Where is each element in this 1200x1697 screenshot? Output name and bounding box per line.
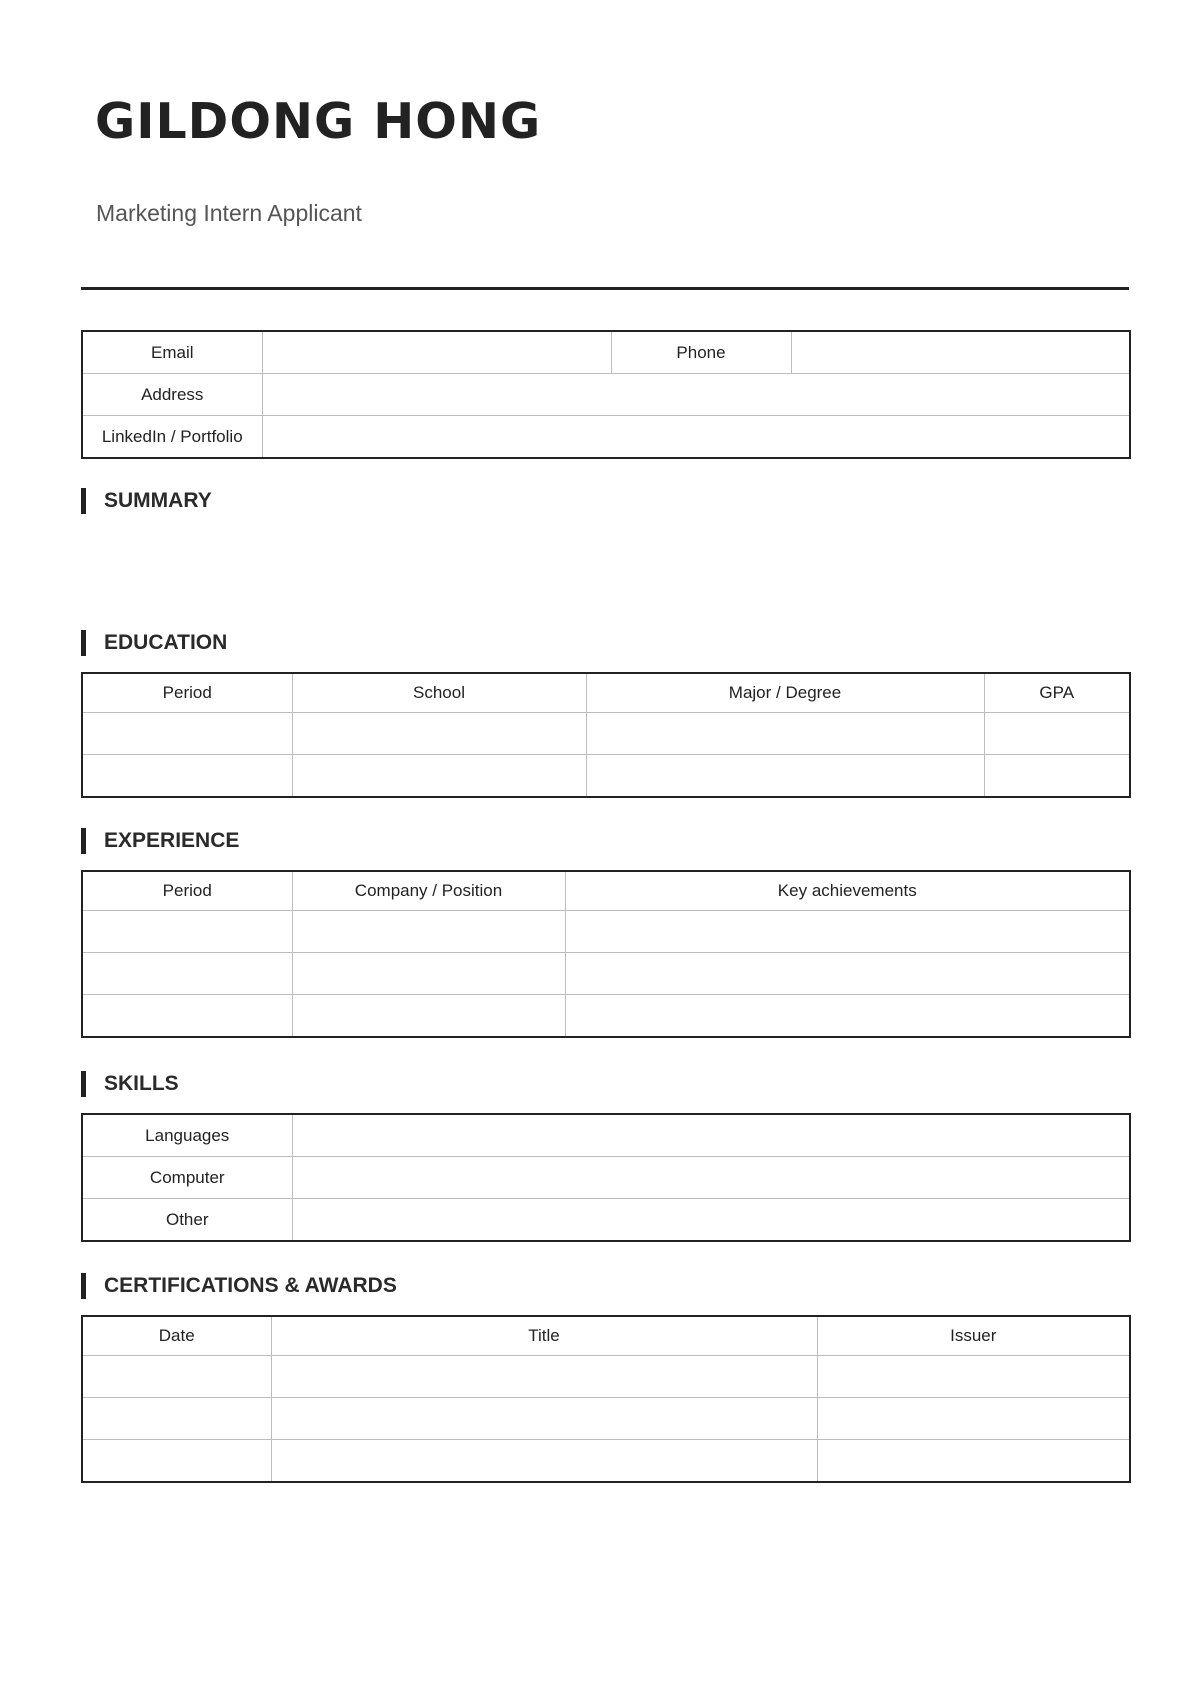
table-cell[interactable]	[82, 755, 292, 798]
address-field[interactable]	[262, 374, 1130, 416]
applicant-subtitle: Marketing Intern Applicant	[96, 200, 362, 226]
experience-table	[81, 870, 1131, 1038]
table-cell[interactable]	[82, 1440, 271, 1483]
header-divider	[81, 287, 1129, 290]
linkedin-label: LinkedIn / Portfolio	[82, 416, 262, 459]
skills-languages-label: Languages	[82, 1114, 292, 1157]
table-cell[interactable]	[586, 713, 984, 755]
skills-table	[81, 1113, 1131, 1242]
column-header-period: Period	[82, 673, 292, 713]
table-cell[interactable]	[292, 953, 565, 995]
table-cell[interactable]	[984, 755, 1130, 798]
table-cell[interactable]	[586, 755, 984, 798]
applicant-name: GILDONG HONG	[95, 93, 542, 150]
table-row	[82, 953, 1130, 995]
table-row	[82, 1440, 1130, 1483]
table-header-row	[82, 1316, 1130, 1356]
table-row	[82, 416, 1130, 459]
education-heading: EDUCATION	[81, 630, 227, 656]
certifications-table	[81, 1315, 1131, 1483]
column-header-gpa: GPA	[984, 673, 1130, 713]
table-row	[82, 1398, 1130, 1440]
certifications-heading: CERTIFICATIONS & AWARDS	[81, 1273, 397, 1299]
table-row	[82, 1114, 1130, 1157]
table-cell[interactable]	[565, 995, 1130, 1038]
column-header-issuer: Issuer	[817, 1316, 1130, 1356]
table-cell[interactable]	[292, 995, 565, 1038]
table-cell[interactable]	[271, 1356, 817, 1398]
table-cell[interactable]	[271, 1398, 817, 1440]
table-cell[interactable]	[292, 713, 586, 755]
table-row	[82, 755, 1130, 798]
phone-label: Phone	[611, 331, 791, 374]
column-header-major: Major / Degree	[586, 673, 984, 713]
summary-text[interactable]	[99, 525, 1129, 615]
experience-heading: EXPERIENCE	[81, 828, 239, 854]
table-cell[interactable]	[82, 911, 292, 953]
column-header-company: Company / Position	[292, 871, 565, 911]
column-header-period: Period	[82, 871, 292, 911]
table-cell[interactable]	[565, 953, 1130, 995]
table-cell[interactable]	[82, 713, 292, 755]
table-row	[82, 713, 1130, 755]
table-cell[interactable]	[292, 911, 565, 953]
email-label: Email	[82, 331, 262, 374]
skills-computer-field[interactable]	[292, 1157, 1130, 1199]
address-label: Address	[82, 374, 262, 416]
column-header-date: Date	[82, 1316, 271, 1356]
column-header-title: Title	[271, 1316, 817, 1356]
table-cell[interactable]	[82, 995, 292, 1038]
table-row	[82, 374, 1130, 416]
table-row	[82, 1199, 1130, 1242]
skills-languages-field[interactable]	[292, 1114, 1130, 1157]
table-row	[82, 1157, 1130, 1199]
table-cell[interactable]	[292, 755, 586, 798]
linkedin-field[interactable]	[262, 416, 1130, 459]
table-cell[interactable]	[82, 1356, 271, 1398]
table-cell[interactable]	[82, 1398, 271, 1440]
column-header-school: School	[292, 673, 586, 713]
table-row	[82, 331, 1130, 374]
table-cell[interactable]	[984, 713, 1130, 755]
skills-other-label: Other	[82, 1199, 292, 1242]
table-cell[interactable]	[271, 1440, 817, 1483]
table-header-row	[82, 871, 1130, 911]
skills-computer-label: Computer	[82, 1157, 292, 1199]
education-table	[81, 672, 1131, 798]
summary-heading: SUMMARY	[81, 488, 212, 514]
phone-field[interactable]	[791, 331, 1130, 374]
table-cell[interactable]	[82, 953, 292, 995]
table-row	[82, 911, 1130, 953]
table-cell[interactable]	[817, 1398, 1130, 1440]
skills-other-field[interactable]	[292, 1199, 1130, 1242]
table-cell[interactable]	[565, 911, 1130, 953]
contact-table	[81, 330, 1131, 459]
table-header-row	[82, 673, 1130, 713]
table-cell[interactable]	[817, 1440, 1130, 1483]
column-header-achievements: Key achievements	[565, 871, 1130, 911]
skills-heading: SKILLS	[81, 1071, 179, 1097]
table-row	[82, 1356, 1130, 1398]
email-field[interactable]	[262, 331, 611, 374]
table-row	[82, 995, 1130, 1038]
table-cell[interactable]	[817, 1356, 1130, 1398]
